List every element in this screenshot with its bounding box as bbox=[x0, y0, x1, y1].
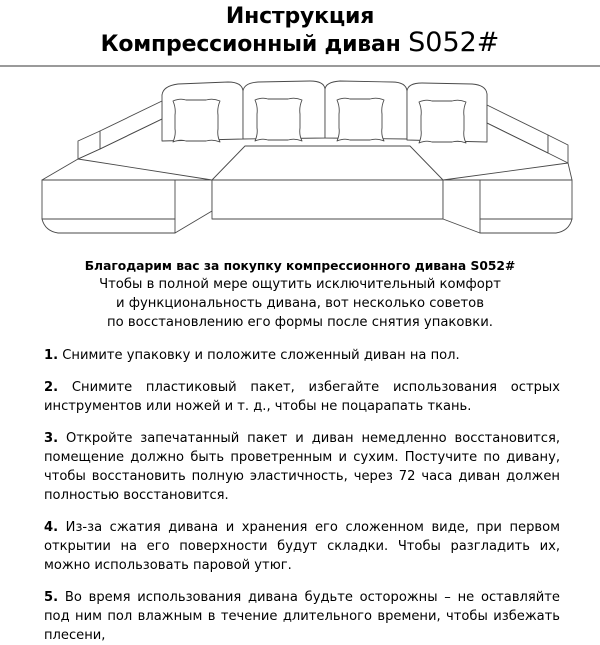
instruction-step bbox=[44, 429, 560, 505]
step-number: 2. bbox=[44, 380, 59, 396]
page-title-product: Компрессионный диван bbox=[100, 32, 409, 57]
step-number: 5. bbox=[44, 590, 59, 606]
instruction-step bbox=[44, 588, 560, 645]
center-seat-platform bbox=[212, 146, 443, 219]
step-text: Из-за сжатия дивана и хранения его сложенном виде, при первом открытии на его поверхности будут складки. Чтобы разгладить их, можно использовать паровой утюг. bbox=[44, 520, 560, 574]
sofa-illustration bbox=[0, 67, 600, 247]
step-number: 3. bbox=[44, 431, 59, 447]
page-title-line-1: Инструкция bbox=[225, 4, 375, 29]
intro-heading: Благодарим вас за покупку компрессионного дивана S052# bbox=[84, 259, 516, 273]
step-text: Во время использования дивана будьте осторожны – не оставляйте под ним пол влажным в течение длительного времени, чтобы избежать плесени, bbox=[44, 590, 560, 644]
intro-line-1: Чтобы в полной мере ощутить исключительный комфорт bbox=[99, 277, 501, 292]
instruction-step bbox=[44, 518, 560, 575]
instruction-step bbox=[44, 346, 560, 365]
left-seat-platform bbox=[42, 159, 212, 233]
page-title-line-2 bbox=[0, 29, 600, 59]
step-number: 1. bbox=[44, 348, 59, 363]
step-text: Откройте запечатанный пакет и диван немедленно восстановится, помещение должно быть проветренным и сухим. Постучите по дивану, чтобы восстановить полную эластичность, через 72 часа диван должен полностью восстановится. bbox=[44, 431, 560, 504]
document-header bbox=[0, 0, 600, 59]
intro-line-2: и функциональность дивана, вот несколько советов bbox=[115, 296, 485, 311]
right-armrest bbox=[487, 105, 568, 163]
right-seat-platform bbox=[443, 163, 572, 233]
intro-block bbox=[0, 257, 600, 332]
intro-body bbox=[46, 275, 554, 332]
sofa-line-art bbox=[42, 81, 572, 233]
step-text: Снимите упаковку и положите сложенный диван на пол. bbox=[62, 348, 460, 363]
product-model-code: S052# bbox=[408, 27, 500, 58]
intro-line-3: по восстановлению его формы после снятия упаковки. bbox=[107, 315, 493, 330]
left-armrest bbox=[78, 101, 162, 159]
step-text: Снимите пластиковый пакет, избегайте использования острых инструментов или ножей и т. д., чтобы не поцарапать ткань. bbox=[44, 380, 560, 415]
instruction-steps-list bbox=[0, 346, 600, 645]
step-number: 4. bbox=[44, 520, 59, 536]
instruction-step bbox=[44, 378, 560, 416]
